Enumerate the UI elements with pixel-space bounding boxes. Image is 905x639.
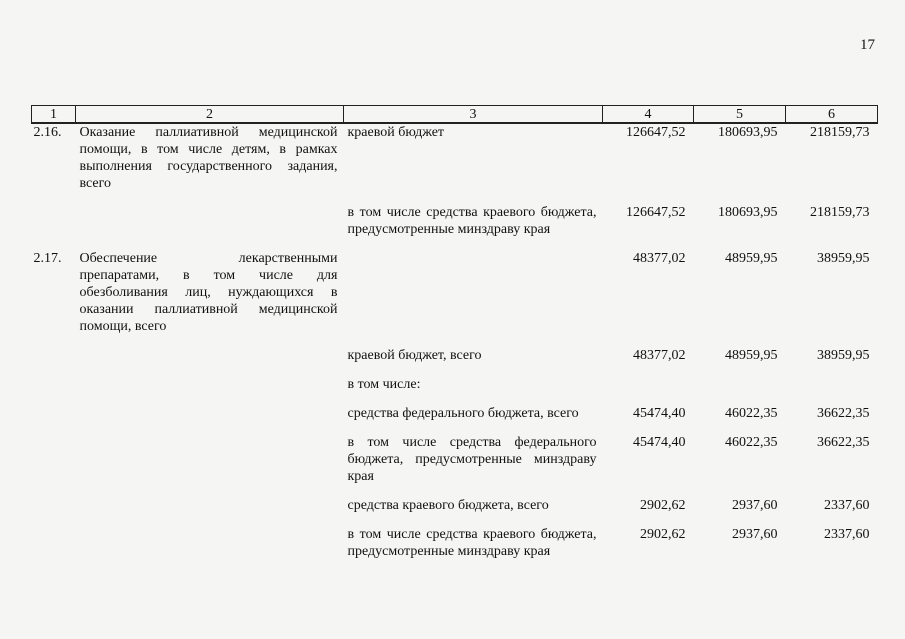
header-cell: 4 [603,106,694,124]
value-col6: 218159,73 [810,205,870,220]
value-col4: 45474,40 [633,406,686,421]
row-source: в том числе средства федерального бюджета, предусмотренные минздраву края [347,435,597,484]
row-name: Обеспечение лекарственными препаратами, в том числе для обезболивания лиц, нуждающихся в оказании паллиативной медицинской помощи, всего [79,251,338,334]
value-col4: 48377,02 [633,348,686,363]
value-col5: 180693,95 [718,125,778,140]
value-col5: 48959,95 [725,251,778,266]
value-col6: 2337,60 [824,498,870,513]
value-col5 [694,376,786,405]
header-cell: 2 [76,106,344,124]
value-col6: 36622,35 [817,406,870,421]
table-row [32,434,878,497]
table-row [32,405,878,434]
value-col4: 126647,52 [626,205,686,220]
value-col4: 45474,40 [633,435,686,450]
header-cell: 5 [694,106,786,124]
row-code [32,526,76,572]
row-source: краевой бюджет, всего [347,348,482,363]
table-row [32,526,878,572]
row-code [32,405,76,434]
row-name [76,434,344,497]
header-cell: 1 [32,106,76,124]
budget-table [31,105,878,572]
value-col4: 2902,62 [640,498,686,513]
table-row [32,497,878,526]
value-col6: 38959,95 [817,348,870,363]
row-name [76,204,344,250]
page-number: 17 [860,37,875,53]
row-source [344,250,603,347]
header-cell: 6 [786,106,878,124]
row-name [76,497,344,526]
table-row [32,123,878,204]
value-col4: 2902,62 [640,527,686,542]
row-code [32,347,76,376]
header-row [32,106,878,124]
row-source: в том числе средства краевого бюджета, предусмотренные минздраву края [347,205,597,237]
row-code [32,434,76,497]
row-code: 2.16. [33,125,62,140]
value-col5: 180693,95 [718,205,778,220]
value-col4: 126647,52 [626,125,686,140]
row-source: в том числе: [347,377,421,392]
row-code [32,497,76,526]
row-source: в том числе средства краевого бюджета, предусмотренные минздраву края [347,527,597,559]
value-col5: 2937,60 [732,527,778,542]
value-col6: 36622,35 [817,435,870,450]
table-row [32,376,878,405]
row-name [76,526,344,572]
value-col5: 48959,95 [725,348,778,363]
value-col6 [786,376,878,405]
value-col4: 48377,02 [633,251,686,266]
row-code: 2.17. [33,251,62,266]
row-name [76,376,344,405]
row-source: краевой бюджет [347,125,445,140]
value-col4 [603,376,694,405]
table-row [32,204,878,250]
row-code [32,376,76,405]
value-col5: 46022,35 [725,435,778,450]
value-col5: 2937,60 [732,498,778,513]
table-row [32,250,878,347]
value-col6: 38959,95 [817,251,870,266]
row-source: средства федерального бюджета, всего [347,406,579,421]
value-col5: 46022,35 [725,406,778,421]
row-name [76,347,344,376]
row-name [76,405,344,434]
value-col6: 2337,60 [824,527,870,542]
row-source: средства краевого бюджета, всего [347,498,549,513]
row-name: Оказание паллиативной медицинской помощи, в том числе детям, в рамках выполнения государственного задания, всего [79,125,338,191]
header-cell: 3 [344,106,603,124]
row-code [32,204,76,250]
value-col6: 218159,73 [810,125,870,140]
table-row [32,347,878,376]
